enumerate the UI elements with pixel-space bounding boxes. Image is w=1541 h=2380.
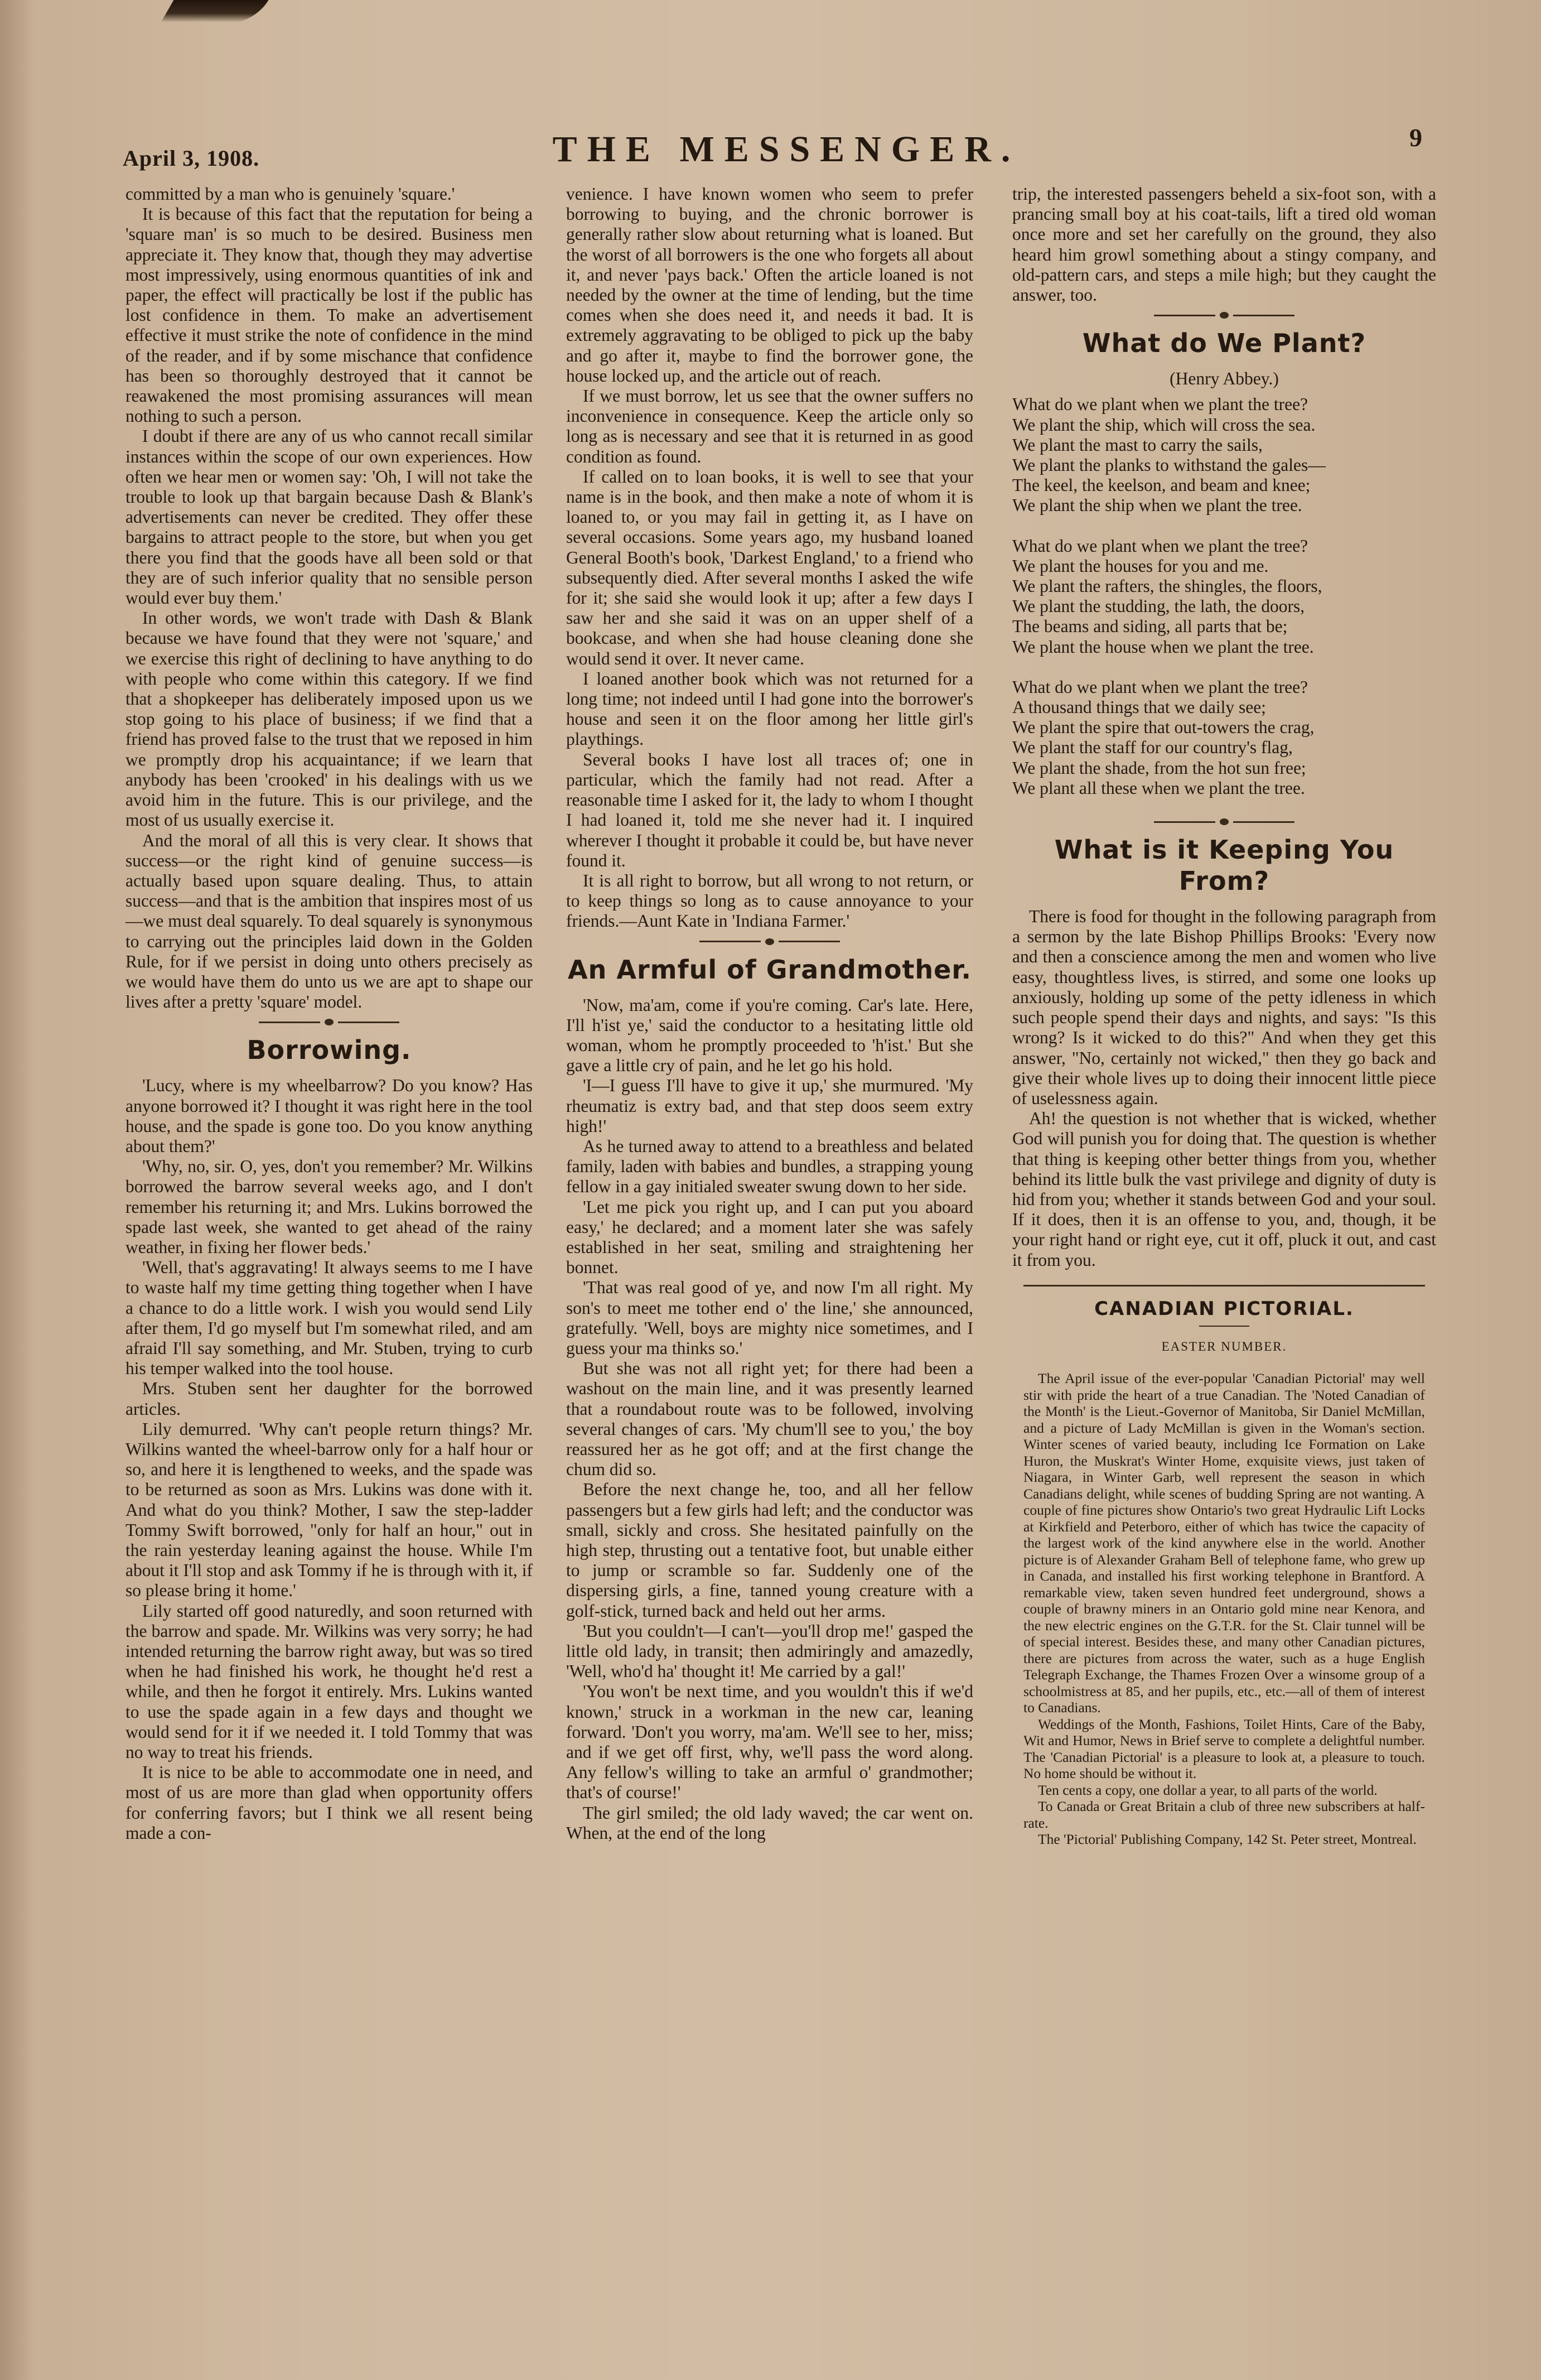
paragraph: There is food for thought in the following paragraph from a sermon by the late Bishop Phillips Brooks: 'Every now and then a conscience among the men and women who live easy, thoughtless lives, is stirred, and some one looks up anxiously, holding up some of the petty idleness in which such people spend their days and nights, and says: "Is this wrong? Is it wicked to do this?" And when they get this answer, "No, certainly not wicked," then they go back and give their whole lives up to doing their innocent little piece of uselessness again. [1012, 907, 1436, 1108]
torn-corner [161, 0, 268, 22]
paragraph: I doubt if there are any of us who cannot recall similar instances within the scope of our own experiences. How often we hear men or women say: 'Oh, I will not take the trouble to look up that bargain because Dash & Blank's advertisements can never be credited. They offer these bargains to attract people to the store, but when you get there you find that the goods have all been sold or that they are of such inferior quality that no sensible person would ever buy them.' [125, 426, 533, 608]
poem-line: We plant all these when we plant the tree. [1012, 778, 1305, 798]
paragraph: And the moral of all this is very clear. It shows that success—or the right kind of genuine success—is actually based upon square dealing. Thus, to attain success—and that is the ambition that inspires most of us—we must deal squarely. To deal squarely is synonymous to carrying out the principles laid down in the Golden Rule, for if we persist in doing unto others precisely as we would have them do unto us we are apt to shape our lives after a pretty 'square' model. [125, 830, 533, 1012]
paragraph: committed by a man who is genuinely 'square.' [125, 184, 455, 204]
paragraph: 'Now, ma'am, come if you're coming. Car's late. Here, I'll h'ist ye,' said the conductor to a hesitating little old woman, whom he promptly proceeded to 'h'ist.' But she gave a little cry of pain, and he let go his hold. [566, 995, 973, 1076]
poem-line: We plant the shade, from the hot sun free; [1012, 758, 1306, 778]
section-divider-ornament [1012, 818, 1436, 825]
poem-stanza [1012, 394, 1436, 515]
paragraph: If called on to loan books, it is well to see that your name is in the book, and then make a note of whom it is loaned to, or you may fail in getting it, as I have on several occasions. Some years ago, my husband loaned General Booth's book, 'Darkest England,' to a friend who subsequently died. After several months I asked the wife for it; she said she would look it up; after a few days I saw her and she said it was on an upper shelf of a bookcase, and when she had house cleaning done she would send it over. It never came. [566, 466, 973, 668]
page-number: 9 [1409, 123, 1422, 152]
poem-line: What do we plant when we plant the tree? [1012, 394, 1308, 415]
poem-author: (Henry Abbey.) [1170, 369, 1279, 389]
paragraph: To Canada or Great Britain a club of three new subscribers at half-rate. [1023, 1798, 1425, 1831]
article-title-borrowing: Borrowing. [247, 1035, 412, 1066]
poem-line: We plant the house when we plant the tree. [1012, 637, 1314, 657]
issue-date: April 3, 1908. [123, 146, 260, 171]
paragraph: If we must borrow, let us see that the owner suffers no inconvenience in consequence. Keep the article only so long as is necessary and see that it is returned in as good condition as found. [566, 386, 973, 466]
poem-line: We plant the staff for our country's flag, [1012, 738, 1293, 758]
column-2 [566, 184, 973, 1843]
section-divider-ornament [1012, 312, 1436, 319]
poem-line: What do we plant when we plant the tree? [1012, 536, 1308, 556]
poem-line: We plant the spire that out-towers the crag, [1012, 717, 1315, 738]
short-rule [1199, 1326, 1249, 1327]
paragraph: Before the next change he, too, and all her fellow passengers but a few girls had left; and the conductor was small, sickly and cross. She hesitated painfully on the high step, thrusting out a tentative foot, but unable either to jump or scramble so far. Suddenly one of the dispersing girls, a fine, tanned young creature with a golf-stick, turned back and held out her arms. [566, 1480, 973, 1621]
paragraph: But she was not all right yet; for there had been a washout on the main line, and it was presently learned that a roundabout route was to be followed, involving several changes of cars. 'My chum'll see to you,' the boy reassured her as he got off; and at the first change the chum did so. [566, 1358, 973, 1480]
paragraph: Lily demurred. 'Why can't people return things? Mr. Wilkins wanted the wheel-barrow only for a half hour or so, and here it is lengthened to weeks, and the spade was to be returned as soon as Mrs. Lukins was done with it. And what do you think? Mother, I saw the step-ladder Tommy Swift borrowed, "only for half an hour," out in the rain yesterday leaning against the house. While I'm about it I'll stop and ask Tommy if he is through with it, if so please bring it home.' [125, 1419, 533, 1601]
horizontal-rule [1023, 1285, 1425, 1287]
paragraph: 'Well, that's aggravating! It always seems to me I have to waste half my time getting thing together when I have a chance to do a little work. I wish you would send Lily after them, I'd go myself but I'm somewhat riled, and am afraid I'll say something, and Mr. Stuben, trying to curb his temper walked into the tool house. [125, 1258, 533, 1379]
poem-line: The beams and siding, all parts that be; [1012, 616, 1288, 637]
section-divider-ornament [125, 1019, 533, 1025]
article-title-keeping: What is it Keeping You From? [1054, 835, 1394, 897]
paragraph: I loaned another book which was not returned for a long time; not indeed until I had gone into the borrower's house and seen it on the floor among her little girl's playthings. [566, 668, 973, 749]
paragraph: It is all right to borrow, but all wrong to not return, or to keep things so long as to cause annoyance to your friends.—Aunt Kate in 'Indiana Farmer.' [566, 870, 973, 931]
poem-line: We plant the rafters, the shingles, the floors, [1012, 576, 1322, 596]
paragraph: Mrs. Stuben sent her daughter for the borrowed articles. [125, 1379, 533, 1419]
poem-line: We plant the mast to carry the sails, [1012, 435, 1263, 455]
paragraph: It is because of this fact that the reputation for being a 'square man' is so much to be desired. Business men appreciate it. They know that, though they may advertise most impressively, using enormous quantities of ink and paper, the effect will practically be lost if the public has lost confidence in them. To make an advertisement effective it must strike the note of confidence in the mind of the reader, and if by some mischance that confidence has been so thoroughly destroyed that it cannot be reawakened the most promising assurances will mean nothing to such a person. [125, 204, 533, 426]
paragraph: 'Let me pick you right up, and I can put you aboard easy,' he declared; and a moment later she was safely established in her seat, smiling and straightening her bonnet. [566, 1197, 973, 1278]
poem [1012, 394, 1436, 798]
section-divider-ornament [566, 938, 973, 945]
poem-stanza [1012, 536, 1436, 657]
paragraph: 'Lucy, where is my wheelbarrow? Do you know? Has anyone borrowed it? I thought it was right here in the tool house, and the spade is gone too. Do you know anything about them?' [125, 1076, 533, 1156]
poem-line: The keel, the keelson, and beam and knee; [1012, 475, 1311, 495]
advert-title: CANADIAN PICTORIAL. [1094, 1297, 1354, 1320]
paragraph: 'But you couldn't—I can't—you'll drop me!' gasped the little old lady, in transit; then admiringly and amazedly, 'Well, who'd ha' thought it! Me carried by a gal!' [566, 1621, 973, 1682]
page-edge-stain [0, 0, 33, 2380]
paragraph: Several books I have lost all traces of; one in particular, which the family had not read. After a reasonable time I asked for it, the lady to whom I thought I had loaned it, told me she never had it. I inquired wherever I thought it probable it could be, but have never found it. [566, 749, 973, 870]
paragraph: 'Why, no, sir. O, yes, don't you remember? Mr. Wilkins borrowed the barrow several weeks ago, and I don't remember his returning it; and Mrs. Lukins borrowed the spade last week, she wanted to get ahead of the rainy weather, in fixing her flower beds.' [125, 1157, 533, 1257]
paragraph: Lily started off good naturedly, and soon returned with the barrow and spade. Mr. Wilkins was very sorry; he had intended returning the barrow right away, but was so tired when he had finished his work, he thought he'd rest a while, and then he forgot it entirely. Mrs. Lukins wanted to use the spade again in a few days and thought we would send for it if we needed it. I told Tommy that was no way to treat his friends. [125, 1601, 533, 1762]
poem-line: What do we plant when we plant the tree? [1012, 677, 1308, 697]
paragraph: Weddings of the Month, Fashions, Toilet Hints, Care of the Baby, Wit and Humor, News in Brief serve to complete a delightful number. The 'Canadian Pictorial' is a pleasure to look at, a pleasure to touch. No home should be without it. [1023, 1716, 1425, 1782]
poem-line: We plant the ship, which will cross the sea. [1012, 415, 1316, 435]
poem-line: We plant the studding, the lath, the doors, [1012, 596, 1305, 616]
paragraph: In other words, we won't trade with Dash & Blank because we have found that they were not 'square,' and we exercise this right of declining to have anything to do with people who come within this category. If we find that a shopkeeper has deliberately imposed upon us we stop going to his place of business; if we find that a friend has proved false to the trust that we reposed in him we promptly drop his acquaintance; if we learn that anybody has been 'crooked' in his dealings with us we avoid him in the future. This is our privilege, and the most of us usually exercise it. [125, 608, 533, 830]
paragraph: As he turned away to attend to a breathless and belated family, laden with babies and bundles, a strapping young fellow in a gay initialed sweater swung down to her side. [566, 1136, 973, 1197]
paragraph: The 'Pictorial' Publishing Company, 142 St. Peter street, Montreal. [1038, 1831, 1417, 1848]
paragraph: 'That was real good of ye, and now I'm all right. My son's to meet me tother end o' the line,' she announced, gratefully. 'Well, boys are mighty nice sometimes, and I guess your ma thinks so.' [566, 1278, 973, 1358]
paragraph: It is nice to be able to accommodate one in need, and most of us are more than glad when opportunity offers for conferring favors; but I think we all resent being made a con- [125, 1762, 533, 1843]
paragraph: The girl smiled; the old lady waved; the car went on. When, at the end of the long [566, 1803, 973, 1843]
paragraph: trip, the interested passengers beheld a six-foot son, with a prancing small boy at his coat-tails, lift a tired old woman once more and set her carefully on the ground, they also heard him growl something about a stingy company, and old-pattern cars, and steps a mile high; but they caught the answer, too. [1012, 184, 1436, 305]
poem-line: We plant the houses for you and me. [1012, 556, 1269, 576]
paragraph: 'I—I guess I'll have to give it up,' she murmured. 'My rheumatiz is extry bad, and that step doos seem extry high!' [566, 1076, 973, 1136]
paragraph: The April issue of the ever-popular 'Canadian Pictorial' may well stir with pride the heart of a true Canadian. The 'Noted Canadian of the Month' is the Lieut.-Governor of Manitoba, Sir Daniel McMillan, and a picture of Lady McMillan is given in the Woman's section. Winter scenes of varied beauty, including Ice Formation on Lake Huron, the Muskrat's Winter Home, exquisite views, just taken of Niagara, in Winter Garb, well represent the season in which Canadians delight, while scenes of budding Spring are not wanting. A couple of fine pictures show Ontario's two great Hydraulic Lift Locks at Kirkfield and Peterboro, either of which has twice the capacity of the largest work of the kind anywhere else in the world. Another picture is of Alexander Graham Bell of telephone fame, who grew up in Canada, and installed his first working telephone in Brantford. A remarkable view, taken seven hundred feet underground, shows a couple of brawny miners in an Ontario gold mine near Kenora, and the new electric engines on the G.T.R. for the St. Clair tunnel will be of special interest. Besides these, and many other Canadian pictures, there are pictures from across the water, such as a huge English Telegraph Exchange, the Thames Frozen Over a winsome group of a schoolmistress at 85, and her pupils, etc., etc.—all of them of interest to Canadians. [1023, 1370, 1425, 1716]
page-header [123, 117, 1422, 171]
poem-line: A thousand things that we daily see; [1012, 697, 1266, 717]
advert-body [1012, 1370, 1436, 1848]
article-title-armful: An Armful of Grandmother. [568, 954, 972, 985]
advert-subtitle: EASTER NUMBER. [1161, 1339, 1287, 1353]
paragraph: 'You won't be next time, and you wouldn't this if we'd known,' struck in a workman in the new car, leaning forward. 'Don't you worry, ma'am. We'll see to her, miss; and if we get off first, why, we'll pass the word along. Any fellow's willing to take an armful o' grandmother; that's of course!' [566, 1682, 973, 1803]
poem-line: We plant the planks to withstand the gales— [1012, 455, 1326, 475]
poem-line: We plant the ship when we plant the tree. [1012, 495, 1302, 515]
column-1 [125, 184, 533, 1843]
paragraph: Ah! the question is not whether that is wicked, whether God will punish you for doing that. The question is whether that thing is keeping other better things from you, whether behind its little bulk the vast privilege and dignity of duty is hid from you; whether it stands between God and your soul. If it does, then it is an offense to you, and, though, it be your right hand or right eye, cut it off, pluck it out, and cast it from you. [1012, 1109, 1436, 1270]
poem-title: What do We Plant? [1082, 328, 1366, 359]
column-3 [1012, 184, 1436, 1848]
paragraph: Ten cents a copy, one dollar a year, to all parts of the world. [1038, 1781, 1378, 1798]
paragraph: venience. I have known women who seem to prefer borrowing to buying, and the chronic borrower is generally rather slow about returning what is loaned. But the worst of all borrowers is the one who forgets all about it, and never 'pays back.' Often the article loaned is not needed by the owner at the time of lending, but the time comes when she does need it, and needs it bad. It is extremely aggravating to be obliged to pick up the baby and go after it, maybe to find the borrower gone, the house locked up, and the article out of reach. [566, 184, 973, 386]
masthead: THE MESSENGER. [552, 129, 1021, 170]
poem-stanza [1012, 677, 1436, 798]
